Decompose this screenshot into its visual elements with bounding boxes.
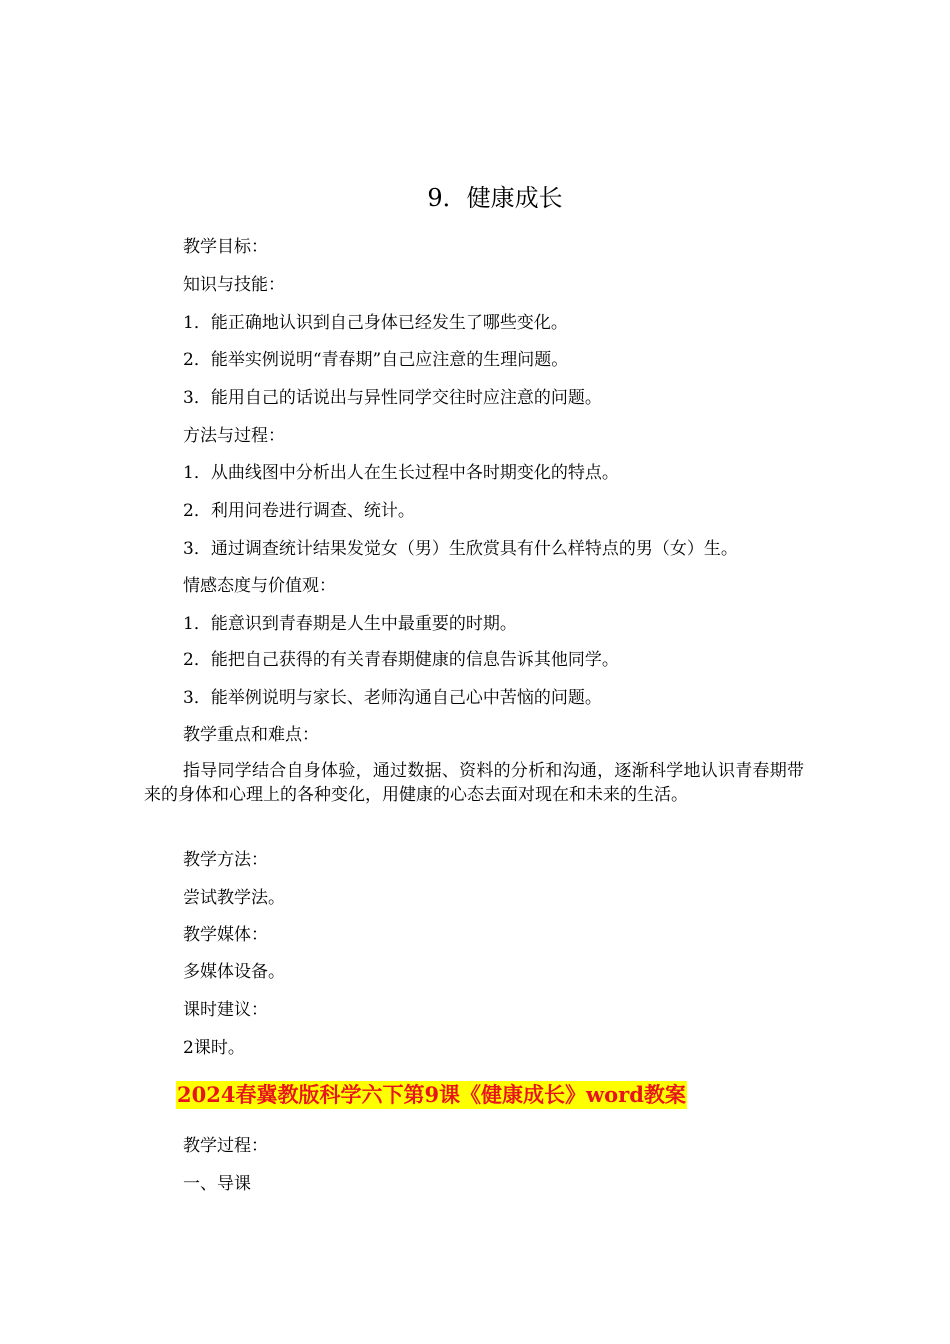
text-line: 2．能把自己获得的有关青春期健康的信息告诉其他同学。	[183, 650, 619, 670]
text-line: 教学目标：	[183, 237, 268, 257]
text-line: 一、导课	[183, 1174, 251, 1194]
text-line: 方法与过程：	[183, 426, 285, 446]
text-line: 2．能举实例说明“青春期”自己应注意的生理问题。	[183, 350, 569, 370]
text-line: 1．能意识到青春期是人生中最重要的时期。	[183, 614, 517, 634]
text-line: 2课时。	[183, 1038, 245, 1058]
text-line: 情感态度与价值观：	[183, 576, 336, 596]
text-line: 2．利用问卷进行调查、统计。	[183, 501, 415, 521]
text-line: 课时建议：	[183, 1000, 268, 1020]
text-line: 教学过程：	[183, 1136, 268, 1156]
text-line: 教学重点和难点：	[183, 725, 319, 745]
text-line: 教学方法：	[183, 850, 268, 870]
text-line: 1．从曲线图中分析出人在生长过程中各时期变化的特点。	[183, 463, 619, 483]
text-line: 知识与技能：	[183, 275, 285, 295]
text-line: 尝试教学法。	[183, 888, 285, 908]
text-line: 3．能用自己的话说出与异性同学交往时应注意的问题。	[183, 388, 602, 408]
text-line: 1．能正确地认识到自己身体已经发生了哪些变化。	[183, 313, 568, 333]
key-points-paragraph: 指导同学结合自身体验，通过数据、资料的分析和沟通，逐渐科学地认识青春期带来的身体和心理上的各种变化，用健康的心态去面对现在和未来的生活。	[144, 761, 804, 805]
lesson-title: 9．健康成长	[427, 184, 563, 212]
text-line: 3．能举例说明与家长、老师沟通自己心中苦恼的问题。	[183, 688, 602, 708]
highlighted-banner: 2024春冀教版科学六下第9课《健康成长》word教案	[177, 1082, 686, 1107]
text-line: 多媒体设备。	[183, 962, 285, 982]
text-line: 3．通过调查统计结果发觉女（男）生欣赏具有什么样特点的男（女）生。	[183, 539, 738, 559]
text-line: 教学媒体：	[183, 925, 268, 945]
